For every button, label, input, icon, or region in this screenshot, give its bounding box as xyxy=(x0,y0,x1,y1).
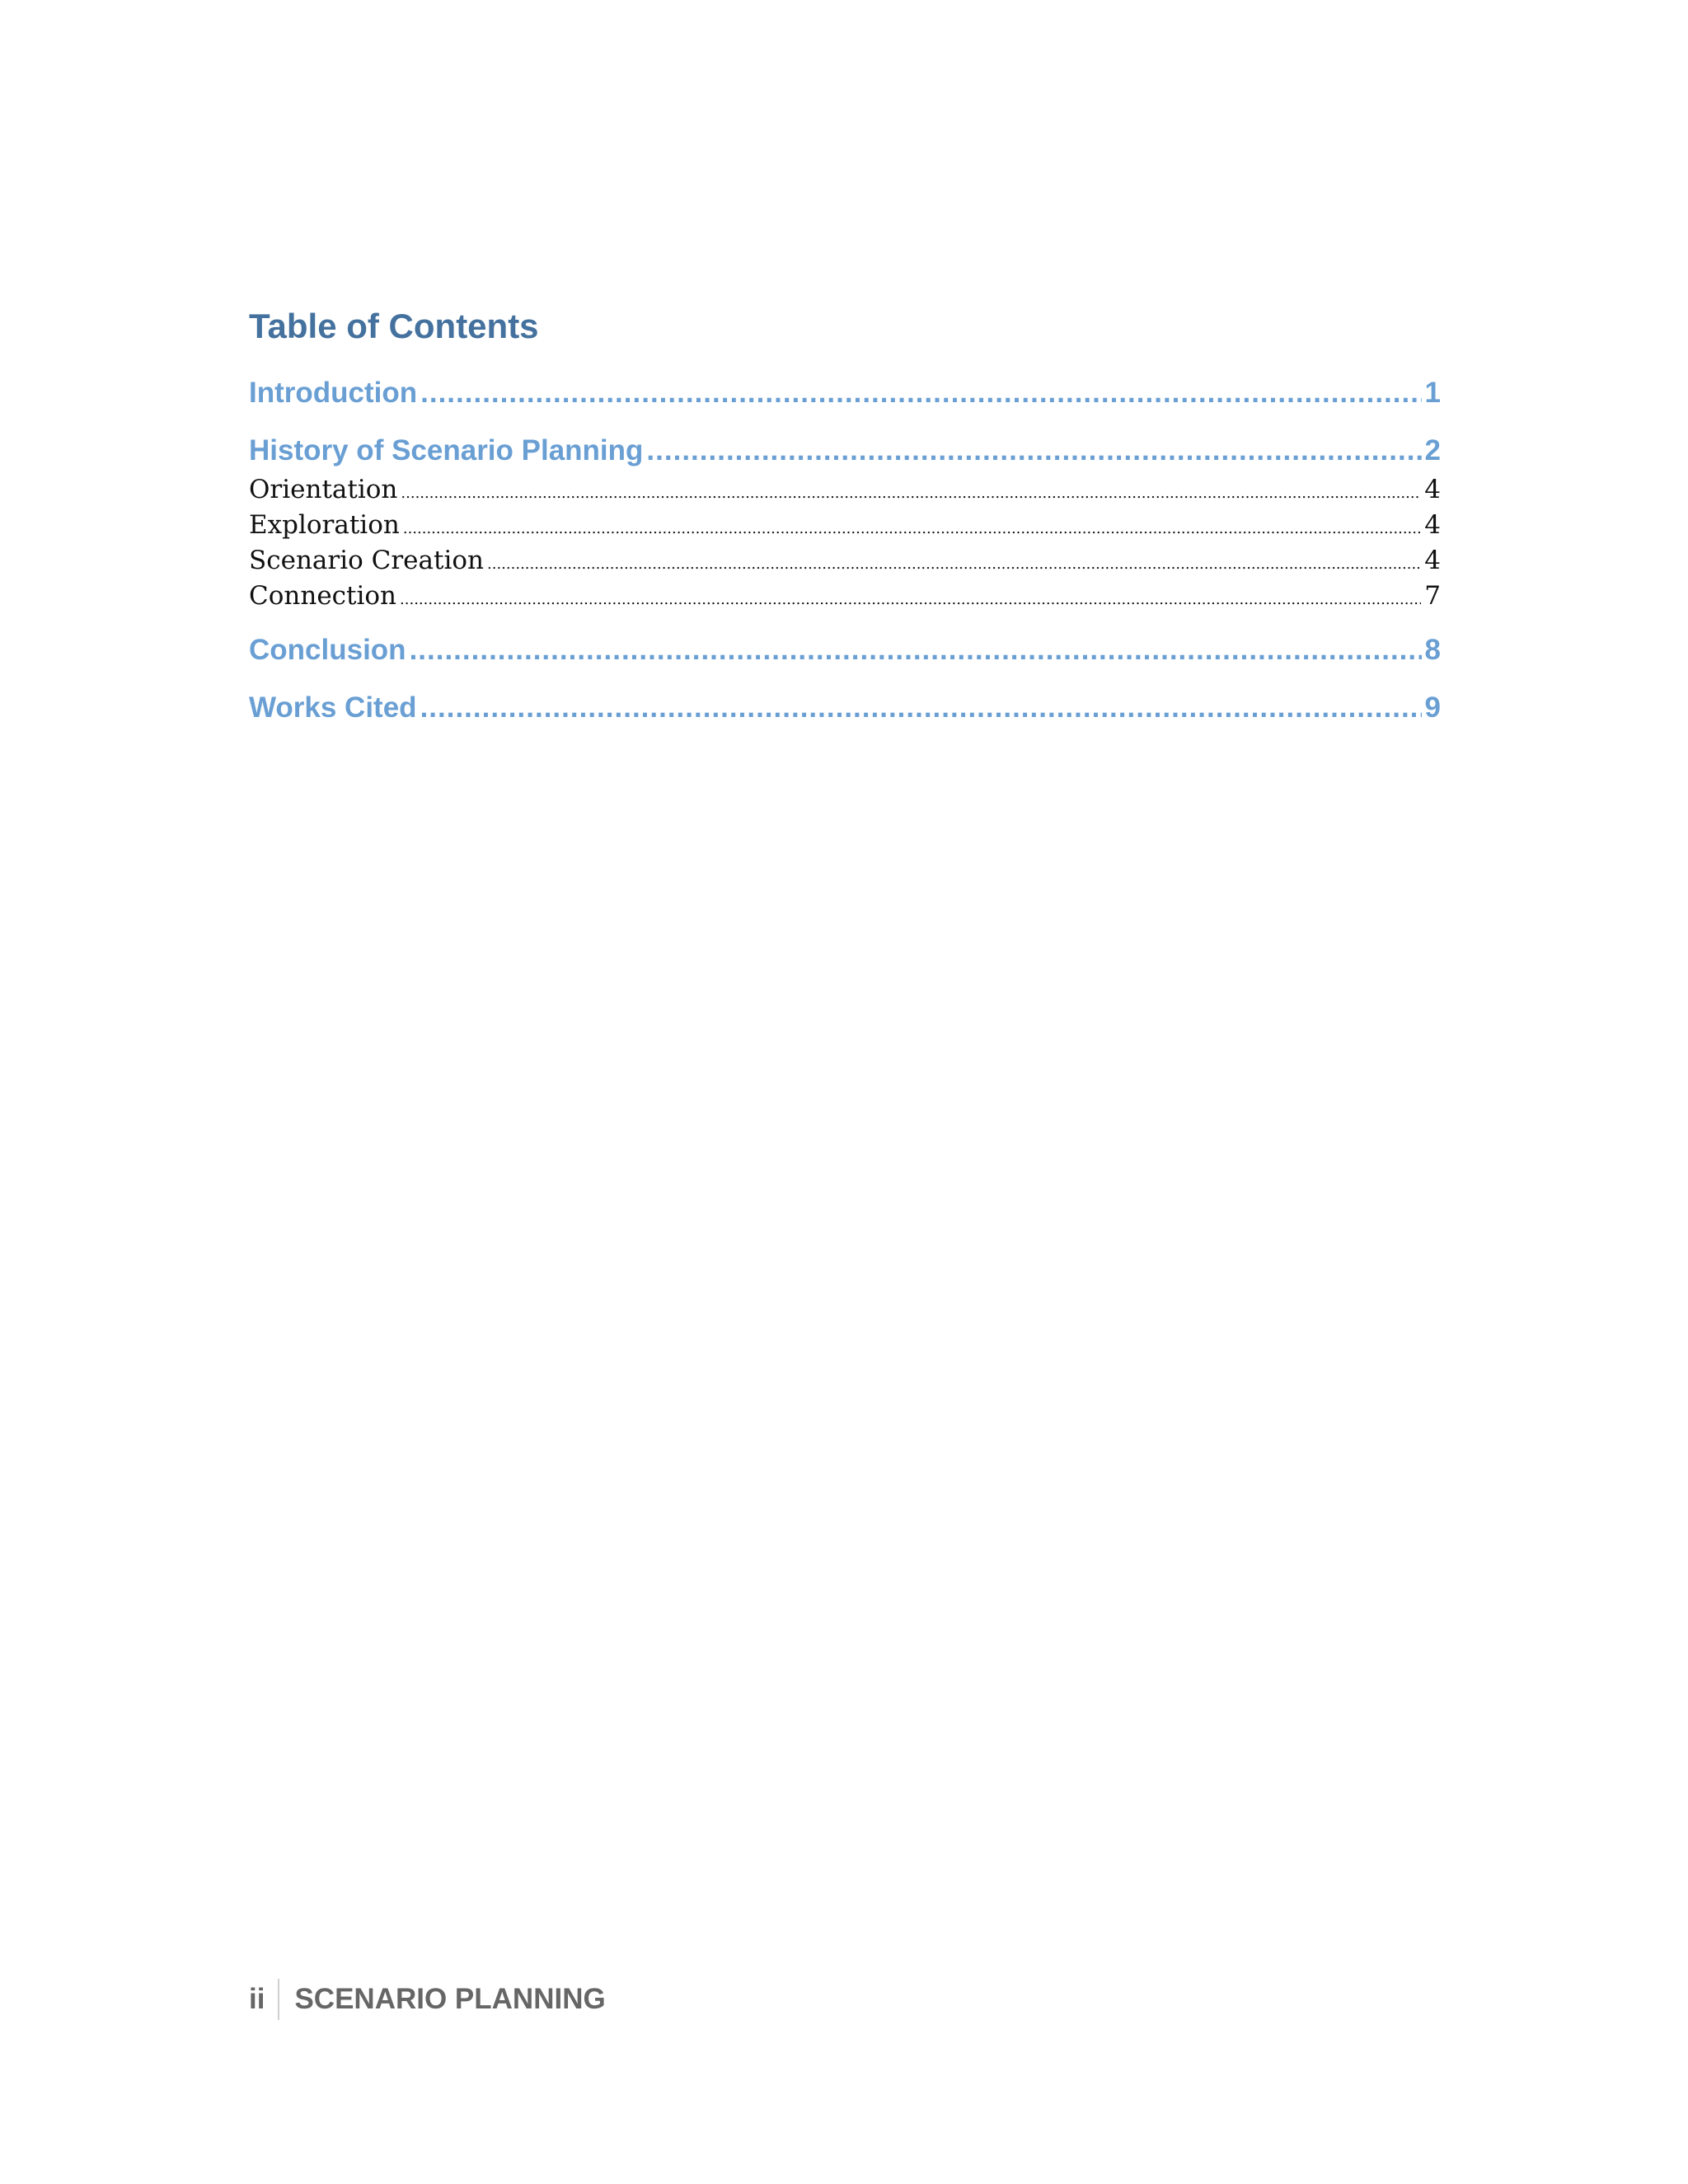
footer-divider xyxy=(278,1979,279,2020)
toc-entry-page-number: 4 xyxy=(1424,475,1441,504)
toc-entry-page-number: 9 xyxy=(1424,691,1441,724)
dot-leader xyxy=(410,631,1422,669)
toc-entry-label: Connection xyxy=(249,581,397,611)
dot-leader xyxy=(420,689,1422,727)
toc-title: Table of Contents xyxy=(249,307,539,345)
toc-entry-label: Conclusion xyxy=(249,634,406,666)
toc-entry-scenario-creation[interactable] xyxy=(249,544,1441,577)
toc-entry-exploration[interactable] xyxy=(249,509,1441,541)
toc-entry-conclusion[interactable] xyxy=(249,631,1441,669)
toc-entry-orientation[interactable] xyxy=(249,473,1441,506)
dot-leader xyxy=(420,374,1421,412)
dot-leader xyxy=(400,583,1421,612)
dot-leader xyxy=(646,432,1421,470)
footer-running-title: SCENARIO PLANNING xyxy=(294,1983,606,2015)
toc-entry-label: Scenario Creation xyxy=(249,546,485,575)
footer-page-number: ii xyxy=(249,1983,265,2015)
toc-entry-history-of-scenario-planning[interactable] xyxy=(249,432,1441,470)
toc-entry-label: Exploration xyxy=(249,510,400,540)
toc-entry-page-number: 7 xyxy=(1424,581,1441,611)
toc-entry-label: Works Cited xyxy=(249,691,417,724)
toc-entry-page-number: 4 xyxy=(1424,546,1441,575)
toc-entry-page-number: 8 xyxy=(1424,634,1441,666)
toc-entry-page-number: 4 xyxy=(1424,510,1441,540)
toc-entry-label: History of Scenario Planning xyxy=(249,434,644,466)
toc-entry-connection[interactable] xyxy=(249,579,1441,612)
toc-entry-label: Introduction xyxy=(249,377,418,409)
page-footer xyxy=(249,1978,606,2021)
dot-leader xyxy=(487,548,1421,577)
toc-entry-page-number: 1 xyxy=(1424,377,1441,409)
toc-entry-page-number: 2 xyxy=(1424,434,1441,466)
dot-leader xyxy=(403,513,1421,541)
dot-leader xyxy=(401,477,1421,506)
toc-entry-introduction[interactable] xyxy=(249,374,1441,412)
toc-entry-label: Orientation xyxy=(249,475,398,504)
toc-entry-works-cited[interactable] xyxy=(249,689,1441,727)
